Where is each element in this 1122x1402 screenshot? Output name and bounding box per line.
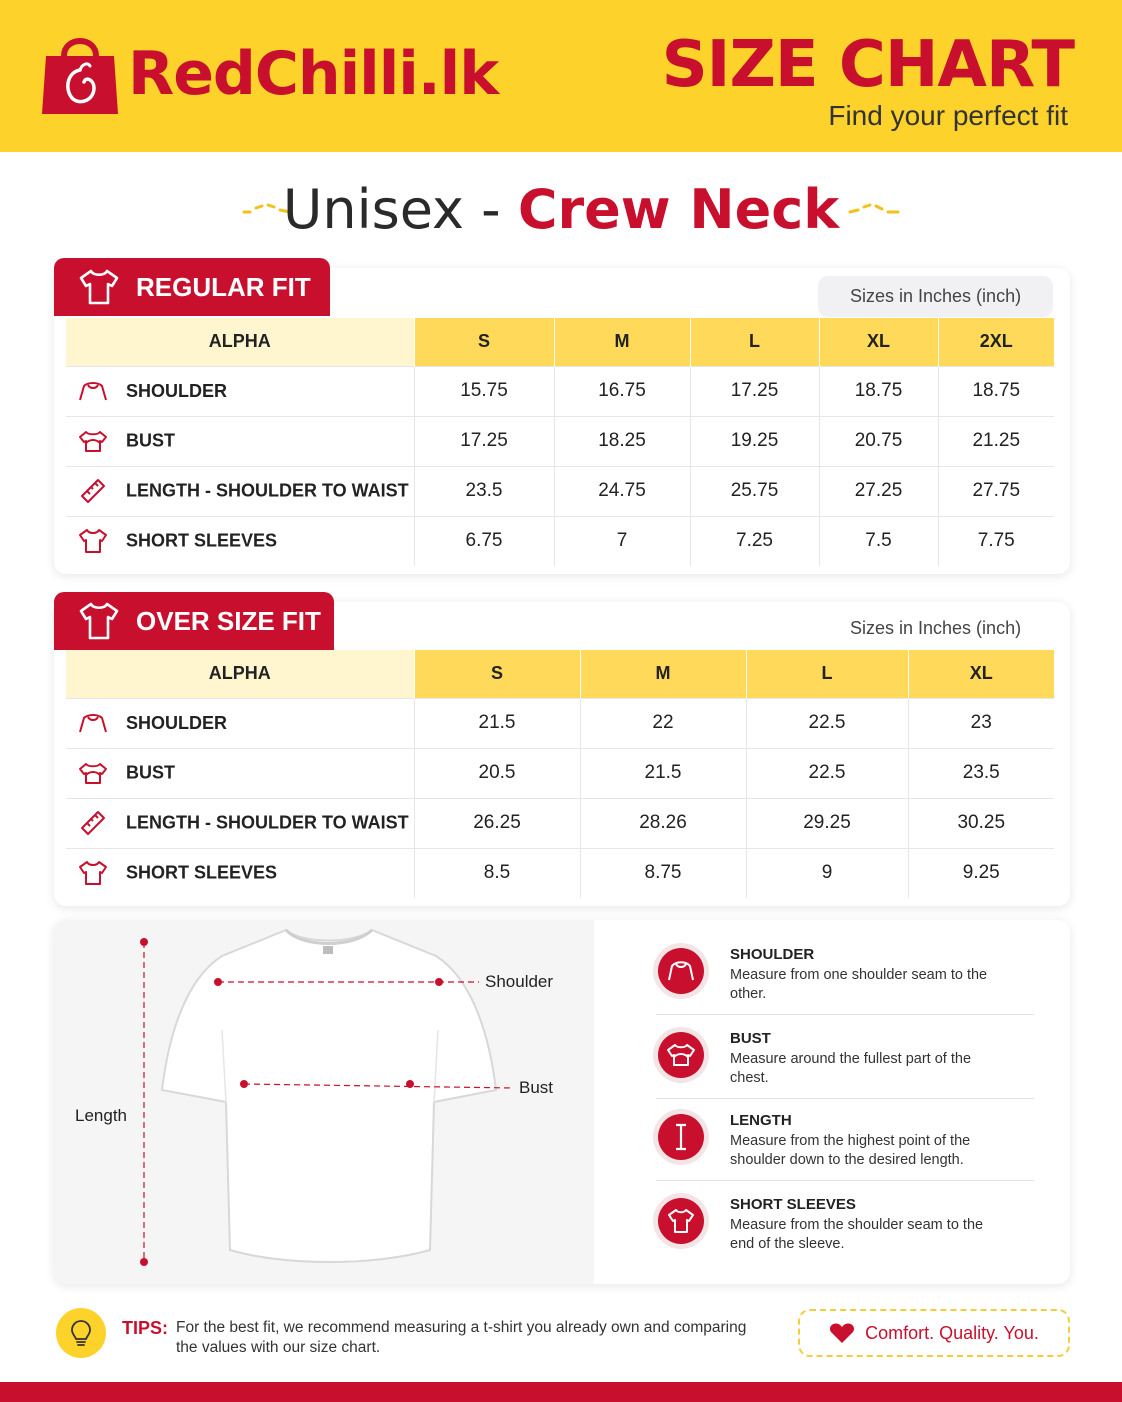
size-cell: 8.75: [580, 848, 746, 898]
size-cell: 27.25: [819, 466, 938, 516]
size-cell: 22.5: [746, 698, 908, 748]
size-cell: 21.5: [414, 698, 580, 748]
shoulder-icon: [658, 948, 704, 994]
row-label: LENGTH - SHOULDER TO WAIST: [66, 466, 414, 516]
size-cell: 23.5: [908, 748, 1054, 798]
measure-title: BUST: [730, 1030, 771, 1047]
size-header-s: S: [414, 318, 554, 366]
size-header-m: M: [554, 318, 690, 366]
row-label: SHORT SLEEVES: [66, 516, 414, 566]
size-cell: 22: [580, 698, 746, 748]
size-cell: 16.75: [554, 366, 690, 416]
oversize-fit-label: OVER SIZE FIT: [136, 605, 321, 636]
table-row: [66, 466, 1054, 516]
size-cell: 26.25: [414, 798, 580, 848]
table-header-row: [66, 318, 1054, 366]
row-label: SHOULDER: [66, 698, 414, 748]
size-cell: 7.25: [690, 516, 819, 566]
size-header-s: S: [414, 650, 580, 698]
size-cell: 8.5: [414, 848, 580, 898]
page-title-unisex: Unisex -: [282, 178, 518, 241]
size-chart-subtitle: Find your perfect fit: [828, 100, 1068, 131]
alpha-header: ALPHA: [66, 650, 414, 698]
page-title-crew-neck: Crew Neck: [517, 178, 840, 241]
size-cell: 25.75: [690, 466, 819, 516]
row-label: SHOULDER: [66, 366, 414, 416]
measurement-guide: [54, 920, 1070, 1284]
shoulder-icon: [78, 380, 108, 402]
size-cell: 22.5: [746, 748, 908, 798]
bust-icon: [658, 1032, 704, 1078]
size-header-l: L: [690, 318, 819, 366]
row-label: BUST: [66, 748, 414, 798]
size-cell: 18.25: [554, 416, 690, 466]
bust-annotation: Bust: [519, 1078, 554, 1097]
badge-text: Comfort. Quality. You.: [865, 1322, 1039, 1343]
shoulder-annotation: Shoulder: [485, 972, 554, 991]
measure-title: SHOULDER: [730, 946, 815, 963]
size-header-xl: XL: [819, 318, 938, 366]
size-cell: 9: [746, 848, 908, 898]
ruler-icon: [78, 478, 108, 504]
size-cell: 7: [554, 516, 690, 566]
bust-icon: [78, 761, 108, 785]
size-cell: 6.75: [414, 516, 554, 566]
size-cell: 29.25: [746, 798, 908, 848]
regular-size-table: [66, 318, 1054, 566]
oversize-units-note: Sizes in Inches (inch): [850, 618, 1022, 638]
regular-units-note: Sizes in Inches (inch): [818, 276, 1053, 317]
table-row: [66, 698, 1054, 748]
oversize-fit-tab: [54, 592, 334, 650]
length-annotation: Length: [75, 1106, 127, 1125]
size-cell: 19.25: [690, 416, 819, 466]
size-cell: 17.25: [414, 416, 554, 466]
tshirt-icon: [78, 601, 120, 641]
divider: [656, 1014, 1034, 1015]
tshirt-diagram-panel: [54, 920, 594, 1284]
size-cell: 17.25: [690, 366, 819, 416]
divider: [656, 1098, 1034, 1099]
size-header-m: M: [580, 650, 746, 698]
alpha-header: ALPHA: [66, 318, 414, 366]
size-header-2xl: 2XL: [938, 318, 1054, 366]
measure-title: LENGTH: [730, 1112, 792, 1129]
length-icon: [658, 1114, 704, 1160]
size-cell: 20.75: [819, 416, 938, 466]
size-cell: 18.75: [819, 366, 938, 416]
header-banner: [0, 0, 1122, 152]
table-row: [66, 848, 1054, 898]
footer-bar: [0, 1382, 1122, 1402]
size-cell: 9.25: [908, 848, 1054, 898]
oversize-size-table: [66, 650, 1054, 898]
measure-desc: Measure from the shoulder seam to the end of the sleeve.: [730, 1217, 984, 1252]
tips-label: TIPS:: [122, 1318, 169, 1338]
regular-fit-label: REGULAR FIT: [136, 271, 311, 302]
measure-desc: Measure around the fullest part of the chest.: [730, 1051, 972, 1086]
tshirt-icon: [78, 268, 120, 306]
row-label: BUST: [66, 416, 414, 466]
size-cell: 20.5: [414, 748, 580, 798]
size-header-l: L: [746, 650, 908, 698]
table-row: [66, 366, 1054, 416]
brand-name: RedChilli.lk: [128, 39, 499, 109]
size-cell: 27.75: [938, 466, 1054, 516]
size-cell: 24.75: [554, 466, 690, 516]
brand-logo[interactable]: [40, 30, 498, 118]
lightbulb-icon: [56, 1308, 106, 1358]
row-label: LENGTH - SHOULDER TO WAIST: [66, 798, 414, 848]
measure-title: SHORT SLEEVES: [730, 1196, 856, 1213]
table-row: [66, 748, 1054, 798]
measure-desc: Measure from one shoulder seam to the other.: [730, 967, 988, 1002]
ruler-icon: [78, 810, 108, 836]
tshirt-icon: [78, 528, 108, 554]
table-row: [66, 416, 1054, 466]
bust-icon: [78, 429, 108, 453]
row-label: SHORT SLEEVES: [66, 848, 414, 898]
size-cell: 7.5: [819, 516, 938, 566]
page-title: [0, 178, 1122, 241]
divider: [656, 1180, 1034, 1181]
regular-fit-card: [54, 268, 1070, 574]
heart-icon: [829, 1322, 855, 1344]
shoulder-icon: [78, 712, 108, 734]
table-row: [66, 798, 1054, 848]
size-cell: 23: [908, 698, 1054, 748]
tshirt-icon: [78, 860, 108, 886]
size-cell: 23.5: [414, 466, 554, 516]
table-row: [66, 516, 1054, 566]
table-header-row: [66, 650, 1054, 698]
size-cell: 7.75: [938, 516, 1054, 566]
size-cell: 15.75: [414, 366, 554, 416]
tips-text: For the best fit, we recommend measuring a t-shirt you already own and comparing the values with our size chart.: [176, 1319, 747, 1356]
size-cell: 28.26: [580, 798, 746, 848]
size-cell: 18.75: [938, 366, 1054, 416]
size-cell: 21.5: [580, 748, 746, 798]
size-chart-title: SIZE CHART: [661, 28, 1074, 102]
size-cell: 30.25: [908, 798, 1054, 848]
measure-desc: Measure from the highest point of the shoulder down to the desired length.: [730, 1133, 971, 1168]
shopping-bag-icon: [40, 30, 120, 118]
oversize-fit-card: [54, 602, 1070, 906]
comfort-badge: [798, 1309, 1070, 1357]
tshirt-icon: [658, 1198, 704, 1244]
size-cell: 21.25: [938, 416, 1054, 466]
regular-fit-tab: [54, 258, 330, 316]
size-header-xl: XL: [908, 650, 1054, 698]
